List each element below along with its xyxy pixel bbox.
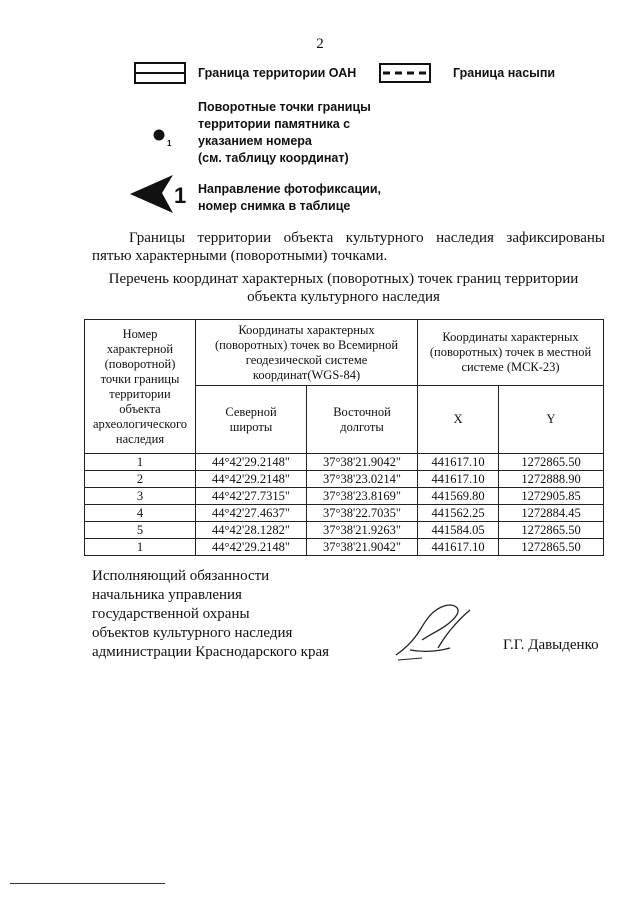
coordinates-table bbox=[84, 319, 604, 556]
photo-direction-number: 1 bbox=[174, 183, 187, 208]
embankment-boundary-symbol bbox=[379, 63, 431, 83]
table-row: 1 44°42'29.2148" 37°38'21.9042" 441617.10 1272865.50 bbox=[85, 539, 604, 556]
turning-points-description: Поворотные точки границы территории памятника с указанием номера (см. таблицу координат) bbox=[198, 100, 371, 165]
embankment-boundary-label: Граница насыпи bbox=[453, 66, 556, 80]
signatory-name: Г.Г. Давыденко bbox=[503, 637, 599, 653]
footer-rule bbox=[10, 883, 165, 884]
header-north-latitude: Северной широты bbox=[196, 386, 307, 454]
header-y: Y bbox=[499, 386, 604, 454]
turning-point-icon bbox=[150, 127, 180, 153]
handwritten-signature bbox=[392, 600, 484, 662]
table-row: 1 44°42'29.2148" 37°38'21.9042" 441617.10 1272865.50 bbox=[85, 454, 604, 471]
header-msk23: Координаты характерных (поворотных) точек в местной системе (МСК-23) bbox=[418, 320, 604, 386]
turning-point-icon-number: 1 bbox=[167, 139, 172, 148]
table-row: 4 44°42'27.4637" 37°38'22.7035" 441562.25 1272884.45 bbox=[85, 505, 604, 522]
signatory-title: Исполняющий обязанности начальника управления государственной охраны объектов культурного наследия администрации Краснодарского края bbox=[92, 568, 330, 660]
boundaries-paragraph: Границы территории объекта культурного наследия зафиксированы пятью характерными (поворотными) точками. bbox=[92, 230, 605, 264]
photo-direction-description: Направление фотофиксации, номер снимка в таблице bbox=[198, 182, 382, 213]
table-row: 5 44°42'28.1282" 37°38'21.9263" 441584.05 1272865.50 bbox=[85, 522, 604, 539]
photo-direction-arrow-icon bbox=[129, 173, 191, 215]
header-x: X bbox=[418, 386, 499, 454]
table-row: 2 44°42'29.2148" 37°38'23.0214" 441617.10 1272888.90 bbox=[85, 471, 604, 488]
page-number: 2 bbox=[316, 36, 324, 52]
table-title: Перечень координат характерных (поворотных) точек границ территории объекта культурного наследия bbox=[108, 271, 579, 305]
oan-boundary-symbol bbox=[134, 62, 186, 84]
header-point-number: Номер характерной (поворотной) точки границы территории объекта археологического наследия bbox=[85, 320, 196, 454]
table-row: 3 44°42'27.7315" 37°38'23.8169" 441569.80 1272905.85 bbox=[85, 488, 604, 505]
oan-boundary-label: Граница территории ОАН bbox=[198, 66, 357, 80]
header-wgs84: Координаты характерных (поворотных) точек во Всемирной геодезической системе координат(WGS-84) bbox=[196, 320, 418, 386]
header-east-longitude: Восточной долготы bbox=[307, 386, 418, 454]
